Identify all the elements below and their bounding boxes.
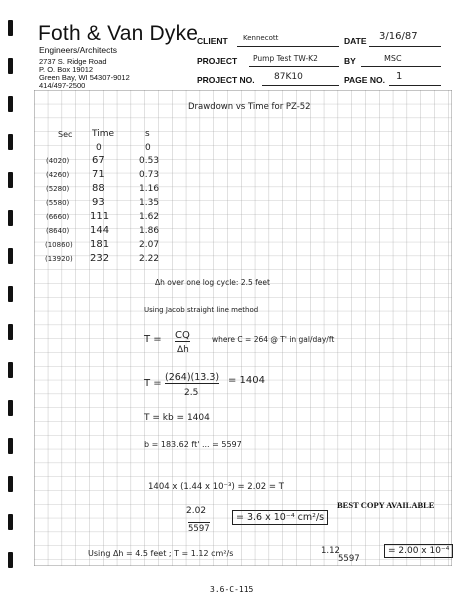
col-header-time: Time [92,129,115,139]
table-cell: 2.22 [139,254,160,264]
eq4: b = 183.62 ft' ... = 5597 [144,440,242,449]
binder-hole [8,400,13,416]
binder-hole [8,476,13,492]
notes-title: Drawdown vs Time for PZ-52 [188,102,311,112]
address-line: 2737 S. Ridge Road [39,57,107,66]
company-name: Foth & Van Dyke [38,22,199,45]
eq1-where: where C = 264 @ T' in gal/day/ft [212,335,335,344]
table-cell: 181 [90,239,110,250]
best-copy-stamp: BEST COPY AVAILABLE [337,500,435,510]
binder-hole [8,362,13,378]
binder-hole [8,552,13,568]
table-cell: (4020) [46,157,70,165]
project-label: PROJECT [197,56,238,66]
client-value: Kennecott [243,34,279,42]
table-cell: (5580) [46,199,70,207]
table-cell: 0 [145,143,151,153]
by-line [361,66,441,67]
binder-hole [8,514,13,530]
eq6-denominator: 5597 [188,524,210,534]
table-cell: (6660) [46,213,70,221]
binder-holes [0,0,16,600]
client-line [237,46,339,47]
project-no-line [262,85,339,86]
table-cell: (8640) [46,227,70,235]
table-cell: 93 [92,197,105,208]
binder-hole [8,286,13,302]
binder-hole [8,96,13,112]
address-line: Green Bay, WI 54307-9012 [39,73,130,82]
table-cell: 71 [92,169,105,180]
table-cell: 1.16 [139,184,160,194]
eq2-lhs: T = [144,378,162,389]
table-cell: (4260) [46,171,70,179]
binder-hole [8,58,13,74]
project-no-value: 87K10 [274,72,303,82]
client-label: CLIENT [197,36,228,46]
col-header-s: s [145,129,150,139]
eq1-numerator: CQ [175,330,190,341]
eq8-denominator: 5597 [338,554,360,564]
date-line [369,46,441,47]
address-line: 414/497-2500 [39,81,86,90]
table-cell: 0.53 [139,156,160,166]
address-line: P. O. Box 19012 [39,65,94,74]
page-no-label: PAGE NO. [344,75,385,85]
note-line-1: Δh over one log cycle: 2.5 feet [155,278,270,287]
table-cell: 1.86 [139,226,160,236]
binder-hole [8,438,13,454]
project-no-label: PROJECT NO. [197,75,255,85]
eq2-denominator: 2.5 [184,388,199,398]
by-label: BY [344,56,356,66]
eq1-denominator: Δh [177,345,189,355]
eq6-numerator: 2.02 [186,506,207,516]
company-subtitle: Engineers/Architects [39,45,117,55]
table-cell: 1.35 [139,198,160,208]
project-line [249,66,339,67]
col-header-sec: Sec [58,130,73,139]
page-no-value: 1 [396,71,403,82]
date-label: DATE [344,36,367,46]
table-cell: 67 [92,155,105,166]
binder-hole [8,210,13,226]
table-cell: 144 [90,225,110,236]
eq8-result: = 2.00 x 10⁻⁴ [384,544,453,558]
eq3: T = kb = 1404 [144,413,210,423]
table-cell: 1.62 [139,212,160,222]
page-no-line [389,85,441,86]
table-cell: (10860) [45,241,73,249]
table-cell: 0 [96,143,102,153]
footer-ref: 3.6-C-115 [210,585,254,594]
eq8-numerator: 1.12 [321,546,340,556]
eq2-result: = 1404 [228,375,266,386]
binder-hole [8,20,13,36]
binder-hole [8,248,13,264]
binder-hole [8,134,13,150]
table-cell: (5280) [46,185,70,193]
binder-hole [8,172,13,188]
eq7: Using Δh = 4.5 feet ; T = 1.12 cm²/s [88,549,234,558]
binder-hole [8,324,13,340]
note-line-2: Using Jacob straight line method [144,306,259,314]
project-value: Pump Test TW-K2 [253,54,318,63]
table-cell: 0.73 [139,170,160,180]
eq5: 1404 x (1.44 x 10⁻³) = 2.02 = T [148,482,284,492]
eq6-result: = 3.6 x 10⁻⁴ cm²/s [232,510,328,525]
date-value: 3/16/87 [379,31,418,42]
by-value: MSC [384,54,402,63]
eq2-numerator: (264)(13.3) [165,372,220,383]
table-cell: 232 [90,253,110,264]
eq1-lhs: T = [144,334,162,345]
table-cell: 2.07 [139,240,160,250]
table-cell: (13920) [45,255,73,263]
table-cell: 88 [92,183,105,194]
table-cell: 111 [90,211,110,222]
